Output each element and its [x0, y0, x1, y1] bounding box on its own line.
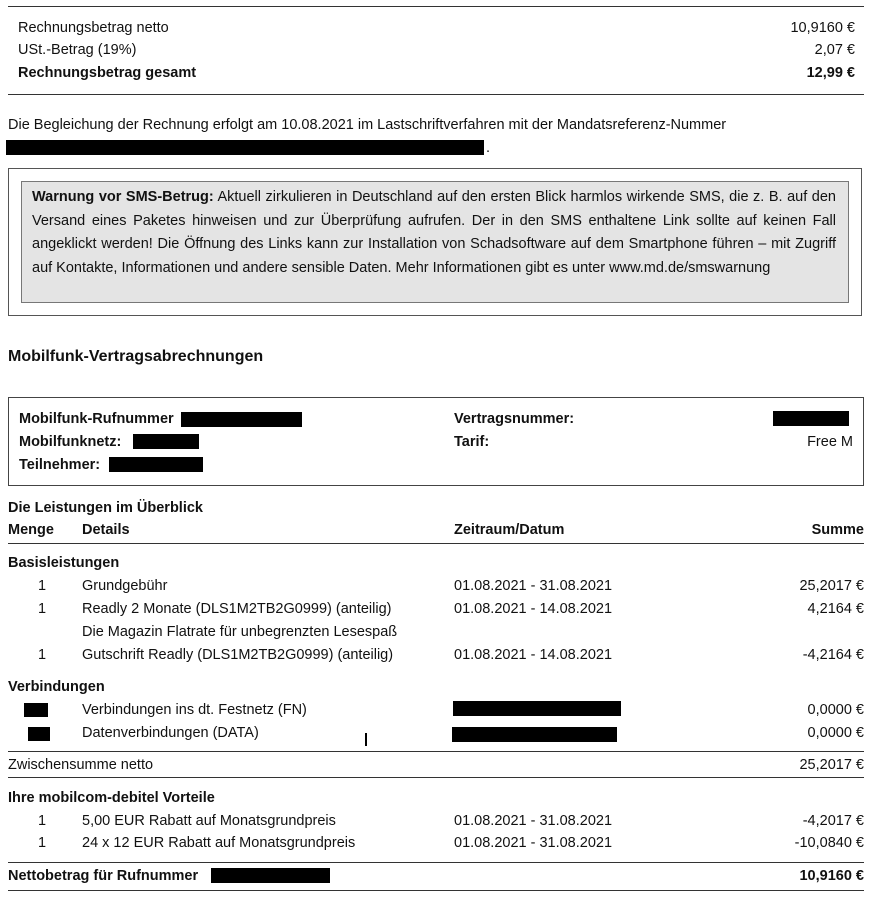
basis-row-2-detail: Readly 2 Monate (DLS1M2TB2G0999) (anteilig) — [82, 601, 392, 617]
subscriber-label: Teilnehmer: — [19, 457, 101, 473]
basis-row-2-qty: 1 — [38, 601, 47, 617]
section-title: Mobilfunk-Vertragsabrechnungen — [8, 348, 264, 365]
redacted-net-total-number — [211, 868, 330, 883]
header-rule — [8, 543, 864, 544]
advantages-rule — [8, 862, 864, 863]
net-amount-value: 10,9160 € — [790, 20, 855, 36]
column-header-sum: Summe — [811, 522, 864, 538]
basis-row-1-detail: Grundgebühr — [82, 578, 168, 594]
net-total-value: 10,9160 € — [799, 868, 864, 884]
advantage-row-2-qty: 1 — [38, 835, 47, 851]
subtotal-label: Zwischensumme netto — [8, 757, 154, 773]
column-header-period: Zeitraum/Datum — [454, 522, 565, 538]
connections-title: Verbindungen — [8, 679, 105, 695]
basis-row-4-qty: 1 — [38, 647, 47, 663]
connection-row-1-sum: 0,0000 € — [807, 702, 864, 718]
advantage-row-2-period: 01.08.2021 - 31.08.2021 — [454, 835, 613, 851]
total-amount-label: Rechnungsbetrag gesamt — [18, 65, 197, 81]
connection-row-2-detail: Datenverbindungen (DATA) — [82, 725, 259, 741]
net-amount-label: Rechnungsbetrag netto — [18, 20, 169, 36]
basis-row-3-detail: Die Magazin Flatrate für unbegrenzten Lesespaß — [82, 624, 398, 640]
redacted-connection-2-period — [452, 727, 617, 742]
subtotal-value: 25,2017 € — [799, 757, 864, 773]
connection-row-2-sum: 0,0000 € — [807, 725, 864, 741]
connections-rule — [8, 751, 864, 752]
tariff-label: Tarif: — [454, 434, 490, 450]
advantage-row-1-sum: -4,2017 € — [802, 813, 864, 829]
vat-value: 2,07 € — [814, 42, 855, 58]
redacted-connection-1-period — [453, 701, 621, 716]
basis-row-2-sum: 4,2164 € — [807, 601, 864, 617]
advantage-row-1-detail: 5,00 EUR Rabatt auf Monatsgrundpreis — [82, 813, 336, 829]
redacted-phone-number — [181, 412, 302, 427]
basis-row-1-qty: 1 — [38, 578, 47, 594]
basis-row-4-sum: -4,2164 € — [802, 647, 864, 663]
basis-row-4-detail: Gutschrift Readly (DLS1M2TB2G0999) (anteilig) — [82, 647, 394, 663]
warning-title: Warnung vor SMS-Betrug: — [32, 189, 214, 205]
tariff-value: Free M — [807, 434, 853, 450]
redacted-mandate-reference — [6, 140, 484, 155]
advantage-row-2-detail: 24 x 12 EUR Rabatt auf Monatsgrundpreis — [82, 835, 356, 851]
advantage-row-1-period: 01.08.2021 - 31.08.2021 — [454, 813, 613, 829]
top-rule — [8, 6, 864, 7]
basis-row-1-period: 01.08.2021 - 31.08.2021 — [454, 578, 613, 594]
net-total-label: Nettobetrag für Rufnummer — [8, 868, 199, 884]
summary-rule — [8, 94, 864, 95]
redacted-connection-2-qty — [28, 727, 50, 741]
column-header-quantity: Menge — [8, 522, 54, 538]
payment-suffix: . — [486, 140, 491, 156]
vat-label: USt.-Betrag (19%) — [18, 42, 137, 58]
bottom-rule — [8, 890, 864, 891]
column-header-details: Details — [82, 522, 130, 538]
warning-box — [8, 168, 862, 316]
redacted-connection-1-qty — [24, 703, 48, 717]
basis-row-2-period: 01.08.2021 - 14.08.2021 — [454, 601, 613, 617]
redacted-connection-2-mark — [365, 733, 367, 746]
payment-text: Die Begleichung der Rechnung erfolgt am 10.08.2021 im Lastschriftverfahren mit der Mandatsreferenz-Nummer — [8, 117, 727, 133]
basis-row-4-period: 01.08.2021 - 14.08.2021 — [454, 647, 613, 663]
subtotal-rule — [8, 777, 864, 778]
redacted-subscriber — [109, 457, 203, 472]
warning-body: Aktuell zirkulieren in Deutschland auf den ersten Blick harmlos wirkende SMS, die z. B. auf den Versand eines Paketes hinweisen und zur Überprüfung aufrufen. Der in den SMS enthaltene Link sollte auf keinen Fall angeklickt werden! Die Öffnung des Links kann zur Installation von Schadsoftware auf dem Smartphone führen – mit Zugriff auf Kontakte, Informationen und andere sensible Daten. Mehr Informationen gibt es unter www.md.de/smswarnung — [32, 189, 836, 276]
advantage-row-1-qty: 1 — [38, 813, 47, 829]
connection-row-1-detail: Verbindungen ins dt. Festnetz (FN) — [82, 702, 307, 718]
contract-number-label: Vertragsnummer: — [454, 411, 575, 427]
redacted-network — [133, 434, 199, 449]
total-amount-value: 12,99 € — [806, 65, 855, 81]
phone-number-label: Mobilfunk-Rufnummer — [19, 411, 174, 427]
warning-panel — [21, 181, 849, 303]
advantage-row-2-sum: -10,0840 € — [794, 835, 864, 851]
overview-title: Die Leistungen im Überblick — [8, 500, 203, 516]
advantages-title: Ihre mobilcom-debitel Vorteile — [8, 790, 215, 806]
redacted-contract-number — [773, 411, 849, 426]
basis-row-1-sum: 25,2017 € — [799, 578, 864, 594]
contract-info-box — [8, 397, 864, 486]
network-label: Mobilfunknetz: — [19, 434, 122, 450]
basis-title: Basisleistungen — [8, 555, 120, 571]
